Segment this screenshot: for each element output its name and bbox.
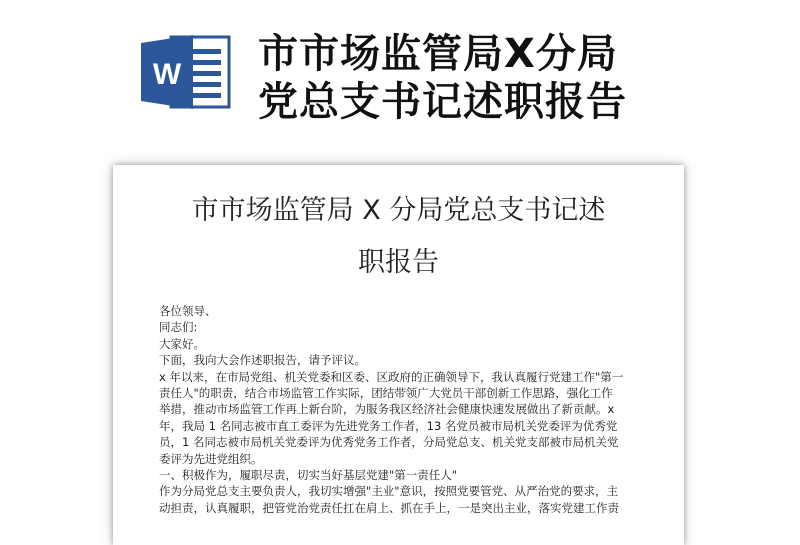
body-line: 同志们: bbox=[159, 320, 198, 335]
page-title-line: 党总支书记述职报告 bbox=[258, 79, 627, 125]
word-document-icon bbox=[141, 33, 233, 111]
page-title bbox=[258, 30, 778, 126]
document-page-preview bbox=[113, 165, 684, 545]
body-line: 举措，推动市场监管工作再上新台阶，为服务我区经济社会健康快速发展做出了新贡献。x bbox=[159, 402, 615, 417]
document-body bbox=[159, 303, 641, 516]
body-line: 责任人"的职责，结合市场监管工作实际，团结带领广大党员干部创新工作思路，强化工作 bbox=[159, 386, 613, 401]
body-line: 员，1 名同志被市局机关党委评为优秀党务工作者，分局党总支、机关党支部被市局机关党 bbox=[159, 435, 619, 450]
body-line: 大家好。 bbox=[159, 336, 205, 351]
body-line: 作为分局党总支主要负责人，我切实增强"主业"意识，按照党要管党、从严治党的要求，主 bbox=[159, 484, 619, 499]
document-title-line: 职报告 bbox=[358, 247, 439, 278]
word-icon-letter: W bbox=[152, 58, 182, 91]
body-line: 委评为先进党组织。 bbox=[159, 451, 263, 466]
body-line: x 年以来，在市局党组、机关党委和区委、区政府的正确领导下，我认真履行党建工作"第一 bbox=[159, 369, 624, 384]
document-title-line: 市市场监管局 X 分局党总支书记述 bbox=[191, 195, 606, 226]
body-line: 动担责，认真履职，把管党治党责任扛在肩上、抓在手上，一是突出主业，落实党建工作责 bbox=[159, 500, 619, 515]
body-line: 年，我局 1 名同志被市直工委评为先进党务工作者，13 名党员被市局机关党委评为优秀党 bbox=[159, 418, 618, 433]
document-title bbox=[113, 185, 684, 289]
page-title-line: 市市场监管局X分局 bbox=[258, 31, 618, 77]
body-line: 一、积极作为，履职尽责，切实当好基层党建"第一责任人" bbox=[159, 468, 458, 483]
body-line: 下面，我向大会作述职报告，请予评议。 bbox=[159, 353, 366, 368]
body-line: 各位领导、 bbox=[159, 304, 217, 318]
header-banner bbox=[0, 0, 800, 160]
